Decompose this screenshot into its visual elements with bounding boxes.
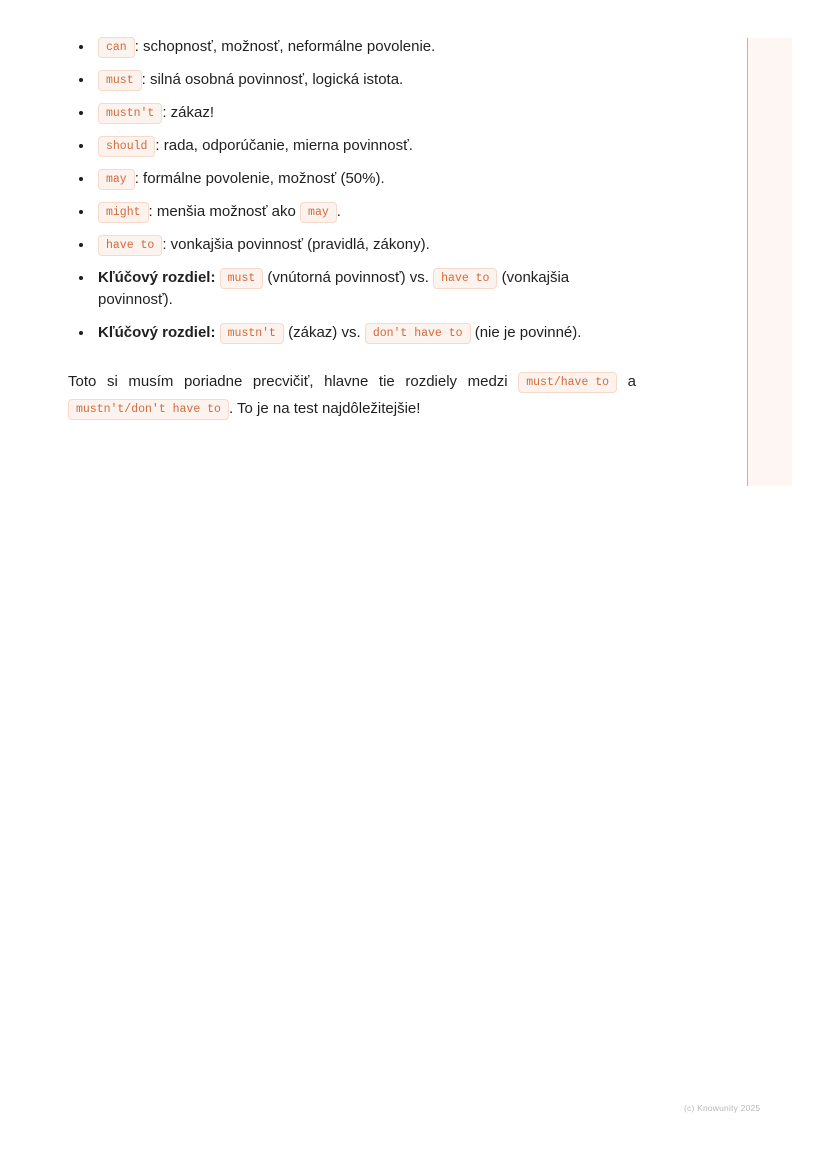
list-item-text: : vonkajšia povinnosť (pravidlá, zákony). — [162, 236, 430, 253]
code-chip-have-to: have to — [98, 235, 162, 256]
key-difference-middle: (zákaz) vs. — [288, 324, 361, 341]
list-item-text: : zákaz! — [162, 104, 214, 121]
list-item-key-difference-must — [68, 267, 648, 311]
side-panel — [748, 38, 792, 486]
code-chip-must: must — [220, 268, 264, 289]
list-item-must — [68, 69, 648, 91]
code-chip-mustnt: mustn't — [220, 323, 284, 344]
list-item-text: : menšia možnosť ako — [148, 203, 301, 220]
code-chip-have-to: have to — [433, 268, 497, 289]
key-difference-label: Kľúčový rozdiel: — [98, 269, 216, 286]
key-difference-tail: (nie je povinné). — [474, 324, 582, 341]
paragraph-part-3: . To je na test najdôležitejšie! — [228, 400, 421, 417]
code-chip-must-have-to: must/have to — [518, 372, 617, 393]
code-chip-can: can — [98, 37, 135, 58]
modal-verbs-list — [68, 36, 648, 344]
list-item-key-difference-mustnt — [68, 322, 648, 344]
code-chip-mustnt-dont-have-to: mustn't/don't have to — [68, 399, 229, 420]
closing-paragraph — [68, 368, 636, 422]
list-item-may — [68, 168, 648, 190]
code-chip-mustnt: mustn't — [98, 103, 162, 124]
key-difference-label: Kľúčový rozdiel: — [98, 324, 216, 341]
key-difference-tail: (vonkajšia povinnosť). — [98, 269, 570, 308]
list-item-should — [68, 135, 648, 157]
list-item-might — [68, 201, 648, 223]
code-chip-should: should — [98, 136, 155, 157]
list-item-text: : schopnosť, možnosť, neformálne povolenie. — [134, 38, 436, 55]
code-chip-dont-have-to: don't have to — [365, 323, 471, 344]
key-difference-middle: (vnútorná povinnosť) vs. — [267, 269, 429, 286]
code-chip-may: may — [98, 169, 135, 190]
paragraph-part-1: Toto si musím poriadne precvičiť, hlavne tie rozdiely medzi — [68, 373, 508, 390]
list-item-can — [68, 36, 648, 58]
paragraph-part-2: a — [627, 373, 636, 390]
document-content — [68, 36, 648, 422]
list-item-text-tail: . — [336, 203, 341, 220]
list-item-have-to — [68, 234, 648, 256]
code-chip-might: might — [98, 202, 149, 223]
footer-copyright: (c) Knowunity 2025 — [684, 1103, 761, 1113]
list-item-mustnt — [68, 102, 648, 124]
list-item-text: : formálne povolenie, možnosť (50%). — [134, 170, 385, 187]
code-chip-must: must — [98, 70, 142, 91]
list-item-text: : rada, odporúčanie, mierna povinnosť. — [155, 137, 413, 154]
code-chip-may-ref: may — [300, 202, 337, 223]
list-item-text: : silná osobná povinnosť, logická istota. — [141, 71, 404, 88]
